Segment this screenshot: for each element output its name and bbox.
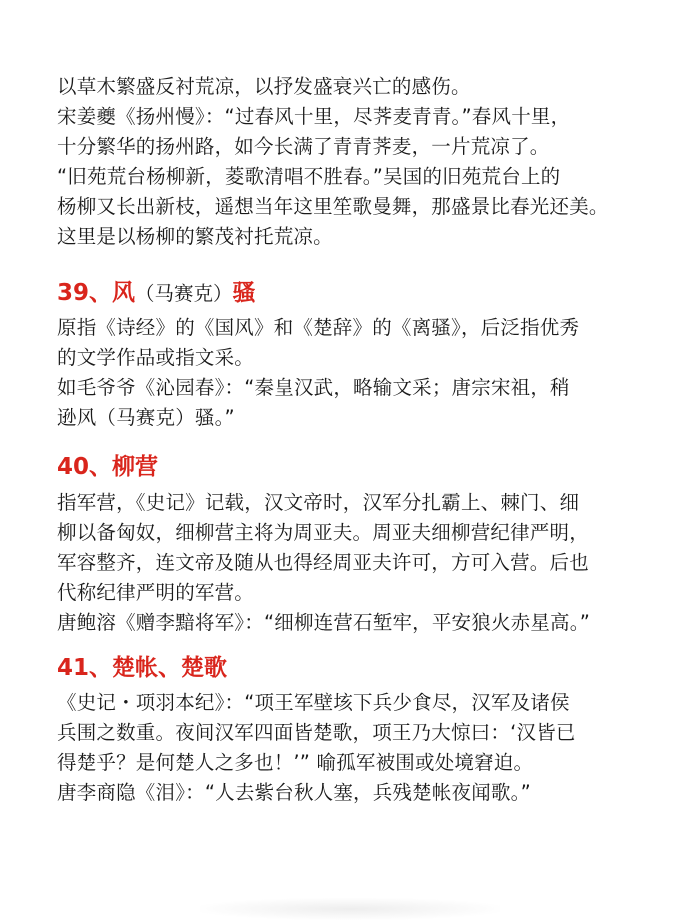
intro-line: 宋姜夔《扬州慢》：“过春风十里，尽荠麦青青。”春风十里， [57, 105, 571, 128]
section-39-line: 逊风（马赛克）骚。” [57, 406, 235, 429]
section-41-line: 得楚乎？是何楚人之多也！’” 喻孤军被围或处境窘迫。 [57, 751, 534, 774]
section-39-line: 的文学作品或指文采。 [57, 346, 255, 369]
section-39-heading [57, 277, 256, 310]
section-39-title-end: 骚 [232, 280, 256, 306]
section-39-title-sub: （马赛克） [135, 282, 233, 305]
section-40-line: 唐鲍溶《赠李黯将军》：“细柳连营石堑牢，平安狼火赤星高。” [57, 611, 591, 634]
section-41-line: 《史记・项羽本纪》：“项王军壁垓下兵少食尽，汉军及诸侯 [57, 691, 570, 714]
section-40-line: 代称纪律严明的军营。 [57, 581, 255, 604]
section-39-line: 原指《诗经》的《国风》和《楚辞》的《离骚》，后泛指优秀 [57, 316, 580, 339]
section-41-line: 唐李商隐《泪》：“人去紫台秋人塞，兵残楚帐夜闻歌。” [57, 781, 531, 804]
section-40-line: 军容整齐，连文帝及随从也得经周亚夫许可，方可入营。后也 [57, 551, 589, 574]
intro-line: 杨柳又长出新枝，遥想当年这里笙歌曼舞，那盛景比春光还美。 [57, 195, 609, 218]
intro-line: 这里是以杨柳的繁茂衬托荒凉。 [57, 225, 333, 248]
intro-line: 以草木繁盛反衬荒凉，以抒发盛衰兴亡的感伤。 [57, 75, 471, 98]
section-39-line: 如毛爷爷《沁园春》：“秦皇汉武，略输文采；唐宗宋祖，稍 [57, 376, 570, 399]
section-40-line: 指军营，《史记》记载，汉文帝时，汉军分扎霸上、棘门、细 [57, 491, 580, 514]
section-41-heading: 41、楚帐、楚歌 [57, 655, 228, 681]
section-40-line: 柳以备匈奴，细柳营主将为周亚夫。周亚夫细柳营纪律严明， [57, 521, 589, 544]
section-39-title-main: 39、风 [57, 280, 136, 306]
section-41-line: 兵围之数重。夜间汉军四面皆楚歌，项王乃大惊曰：‘汉皆已 [57, 721, 576, 744]
intro-line: 十分繁华的扬州路，如今长满了青青荠麦，一片荒凉了。 [57, 135, 550, 158]
section-40-heading: 40、柳营 [57, 454, 159, 480]
intro-line: “旧苑荒台杨柳新，菱歌清唱不胜春。”吴国的旧苑荒台上的 [57, 165, 561, 188]
bottom-shadow-decoration [200, 898, 500, 920]
